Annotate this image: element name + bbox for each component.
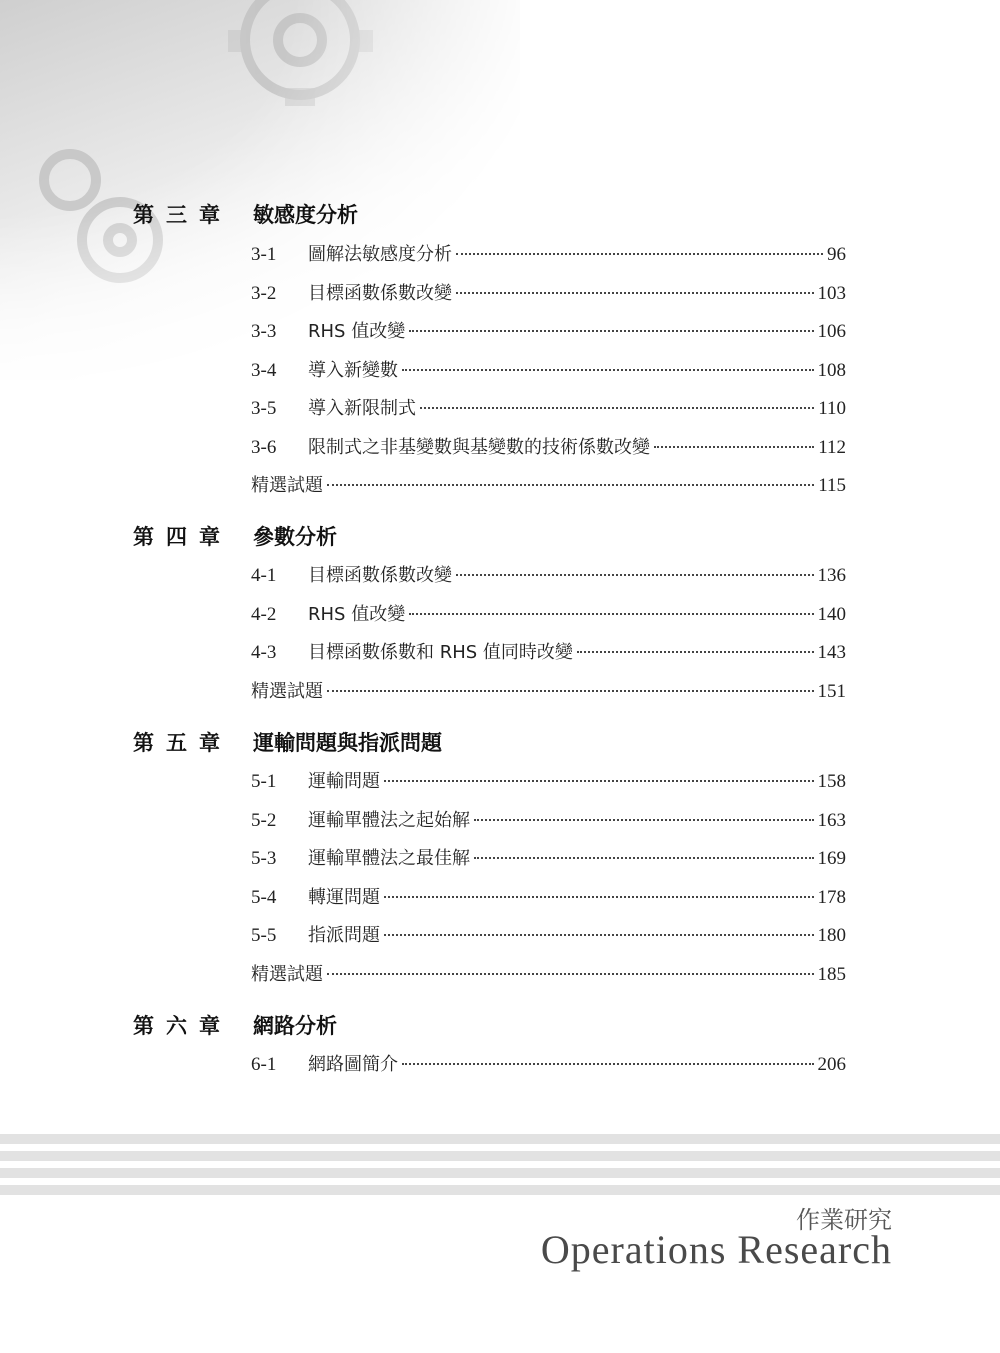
page-number: 110 bbox=[818, 398, 846, 419]
toc-entry[interactable] bbox=[251, 884, 846, 912]
page-number: 103 bbox=[817, 282, 846, 304]
page-number: 115 bbox=[818, 475, 846, 496]
section-number: 3-5 bbox=[251, 398, 277, 419]
page-number: 136 bbox=[817, 565, 846, 586]
leader-dots bbox=[420, 407, 814, 409]
section-title: 導入新變數 bbox=[308, 359, 398, 381]
leader-dots bbox=[409, 613, 813, 615]
book-title-chinese: 作業研究 bbox=[796, 1206, 892, 1234]
page-number: 140 bbox=[817, 603, 846, 625]
section-number: 5-5 bbox=[251, 925, 277, 946]
chapter-heading bbox=[133, 522, 337, 552]
section-title: 精選試題 bbox=[251, 680, 323, 702]
chapter-number: 第五章 bbox=[133, 731, 232, 755]
section-number: 3-1 bbox=[251, 244, 277, 265]
toc-entry[interactable] bbox=[251, 678, 846, 706]
leader-dots bbox=[327, 484, 814, 486]
page-number: 180 bbox=[817, 925, 846, 946]
page-number: 106 bbox=[817, 321, 846, 342]
toc-entry[interactable] bbox=[251, 845, 846, 873]
section-number: 5-3 bbox=[251, 848, 277, 869]
chapter-title: 網路分析 bbox=[253, 1014, 337, 1038]
section-title: 目標函數係數和 RHS 值同時改變 bbox=[308, 642, 573, 663]
section-number: 3-6 bbox=[251, 436, 277, 458]
section-title: RHS 值改變 bbox=[308, 603, 406, 625]
leader-dots bbox=[456, 253, 823, 255]
leader-dots bbox=[577, 651, 814, 653]
chapter-number: 第六章 bbox=[133, 1014, 232, 1038]
toc-entry[interactable] bbox=[251, 395, 846, 423]
leader-dots bbox=[474, 819, 814, 821]
leader-dots bbox=[409, 330, 813, 332]
leader-dots bbox=[456, 574, 814, 576]
section-title: 指派問題 bbox=[308, 925, 380, 946]
chapter-number: 第四章 bbox=[133, 525, 232, 549]
toc-entry[interactable] bbox=[251, 922, 846, 950]
toc-entry[interactable] bbox=[251, 318, 846, 346]
section-title: 目標函數係數改變 bbox=[308, 565, 452, 586]
section-title: 限制式之非基變數與基變數的技術係數改變 bbox=[308, 436, 650, 458]
section-number: 3-4 bbox=[251, 359, 277, 381]
leader-dots bbox=[327, 973, 814, 975]
page-number: 178 bbox=[817, 886, 846, 908]
page-number: 206 bbox=[817, 1054, 846, 1075]
section-title: 網路圖簡介 bbox=[308, 1054, 398, 1075]
chapter-heading bbox=[133, 1011, 337, 1041]
section-title: 轉運問題 bbox=[308, 886, 380, 908]
section-title: 運輸單體法之起始解 bbox=[308, 809, 470, 831]
toc-entry[interactable] bbox=[251, 280, 846, 308]
toc-entry[interactable] bbox=[251, 434, 846, 462]
page-number: 112 bbox=[818, 436, 846, 458]
chapter-heading bbox=[133, 728, 442, 758]
chapter-title: 敏感度分析 bbox=[253, 203, 358, 227]
section-title: 導入新限制式 bbox=[308, 398, 416, 419]
section-title: 精選試題 bbox=[251, 963, 323, 985]
section-title: 運輸問題 bbox=[308, 771, 380, 792]
leader-dots bbox=[474, 857, 814, 859]
section-number: 4-3 bbox=[251, 642, 277, 663]
toc-entry[interactable] bbox=[251, 562, 846, 590]
section-title: 圖解法敏感度分析 bbox=[308, 244, 452, 265]
leader-dots bbox=[402, 1063, 814, 1065]
toc-entry[interactable] bbox=[251, 807, 846, 835]
section-number: 6-1 bbox=[251, 1054, 277, 1075]
leader-dots bbox=[402, 369, 814, 371]
section-title: 目標函數係數改變 bbox=[308, 282, 452, 304]
leader-dots bbox=[384, 896, 814, 898]
page-number: 108 bbox=[817, 359, 846, 381]
page-number: 143 bbox=[817, 642, 846, 663]
page-number: 163 bbox=[817, 809, 846, 831]
chapter-title: 參數分析 bbox=[253, 525, 337, 549]
chapter-heading bbox=[133, 200, 358, 230]
section-number: 5-4 bbox=[251, 886, 277, 908]
section-title: RHS 值改變 bbox=[308, 321, 406, 342]
toc-entry[interactable] bbox=[251, 357, 846, 385]
page-number: 151 bbox=[817, 680, 846, 702]
page-number: 96 bbox=[827, 244, 846, 265]
section-title: 精選試題 bbox=[251, 475, 323, 496]
section-number: 4-2 bbox=[251, 603, 277, 625]
section-title: 運輸單體法之最佳解 bbox=[308, 848, 470, 869]
leader-dots bbox=[327, 690, 814, 692]
section-number: 3-3 bbox=[251, 321, 277, 342]
section-number: 5-2 bbox=[251, 809, 277, 831]
book-title-english: Operations Research bbox=[540, 1227, 892, 1272]
section-number: 3-2 bbox=[251, 282, 277, 304]
toc-entry[interactable] bbox=[251, 601, 846, 629]
toc-entry[interactable] bbox=[251, 1051, 846, 1079]
section-number: 4-1 bbox=[251, 565, 277, 586]
toc-entry[interactable] bbox=[251, 241, 846, 269]
section-number: 5-1 bbox=[251, 771, 277, 792]
leader-dots bbox=[456, 292, 814, 294]
toc-entry[interactable] bbox=[251, 768, 846, 796]
page-number: 158 bbox=[817, 771, 846, 792]
leader-dots bbox=[384, 934, 814, 936]
leader-dots bbox=[654, 446, 814, 448]
chapter-title: 運輸問題與指派問題 bbox=[253, 731, 442, 755]
page-number: 185 bbox=[817, 963, 846, 985]
page-number: 169 bbox=[817, 848, 846, 869]
toc-entry[interactable] bbox=[251, 639, 846, 667]
toc-entry[interactable] bbox=[251, 961, 846, 989]
footer-stripes bbox=[0, 1134, 1000, 1204]
chapter-number: 第三章 bbox=[133, 203, 232, 227]
toc-entry[interactable] bbox=[251, 472, 846, 500]
leader-dots bbox=[384, 780, 814, 782]
